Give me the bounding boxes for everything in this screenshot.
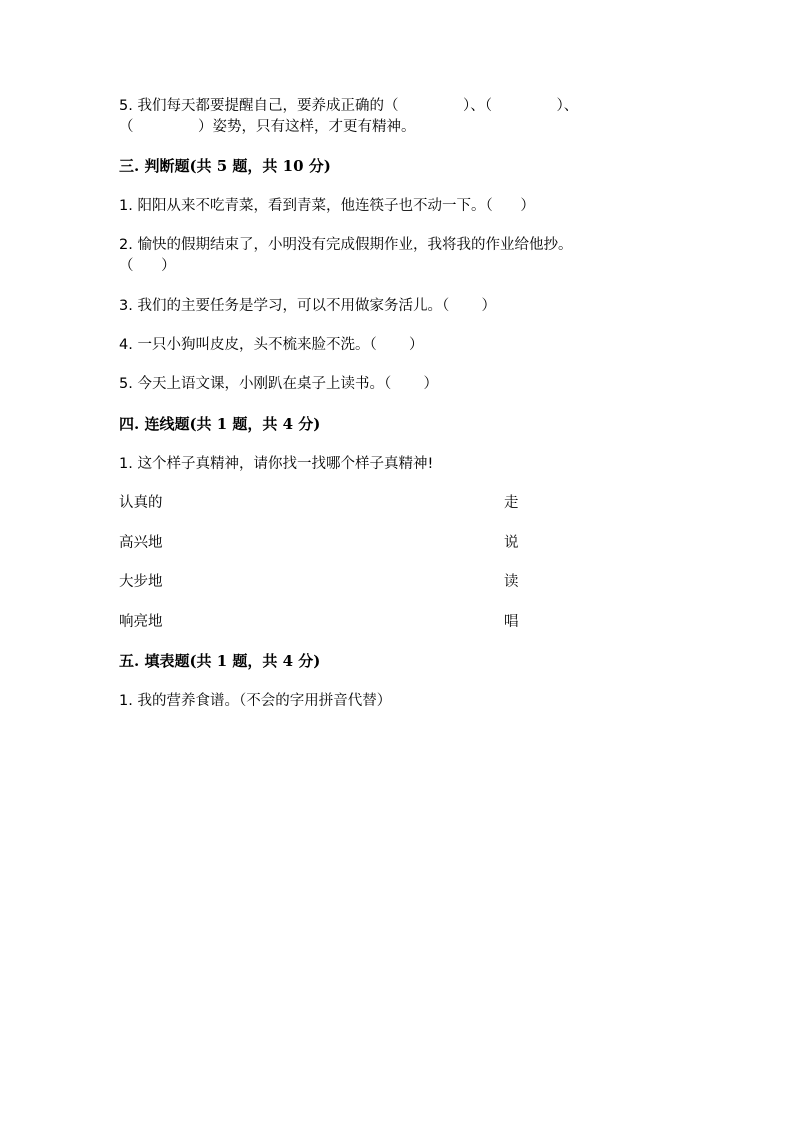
table-question-1: 1. 我的营养食谱。（不会的字用拼音代替）	[119, 693, 392, 709]
section-5-heading: 五. 填表题(共 1 题，共 4 分)	[119, 652, 321, 670]
judge-question-2-line-2: （ ）	[119, 258, 176, 274]
judge-question-5: 5. 今天上语文课，小刚趴在桌子上读书。（ ）	[119, 376, 438, 392]
match-right-item: 说	[504, 535, 519, 551]
judge-question-1: 1. 阳阳从来不吃青菜，看到青菜，他连筷子也不动一下。（ ）	[119, 198, 535, 214]
match-left-item: 认真的	[119, 495, 163, 511]
judge-question-3: 3. 我们的主要任务是学习，可以不用做家务活儿。（ ）	[119, 298, 496, 314]
section-4-heading: 四. 连线题(共 1 题，共 4 分)	[119, 415, 321, 433]
match-right-item: 走	[504, 495, 519, 511]
match-left-item: 大步地	[119, 574, 163, 590]
judge-question-4: 4. 一只小狗叫皮皮，头不梳来脸不洗。（ ）	[119, 337, 424, 353]
match-right-item: 唱	[504, 614, 519, 630]
fill-question-5-line-1: 5. 我们每天都要提醒自己，要养成正确的（ ）、（ ）、	[119, 98, 579, 114]
section-3-heading: 三. 判断题(共 5 题，共 10 分)	[119, 157, 331, 175]
judge-question-2-line-1: 2. 愉快的假期结束了，小明没有完成假期作业，我将我的作业给他抄。	[119, 237, 573, 253]
match-question-1: 1. 这个样子真精神，请你找一找哪个样子真精神!	[119, 456, 434, 472]
match-left-item: 响亮地	[119, 614, 163, 630]
match-left-item: 高兴地	[119, 535, 163, 551]
fill-question-5-line-2: （ ）姿势，只有这样，才更有精神。	[119, 119, 416, 135]
match-right-item: 读	[504, 574, 519, 590]
